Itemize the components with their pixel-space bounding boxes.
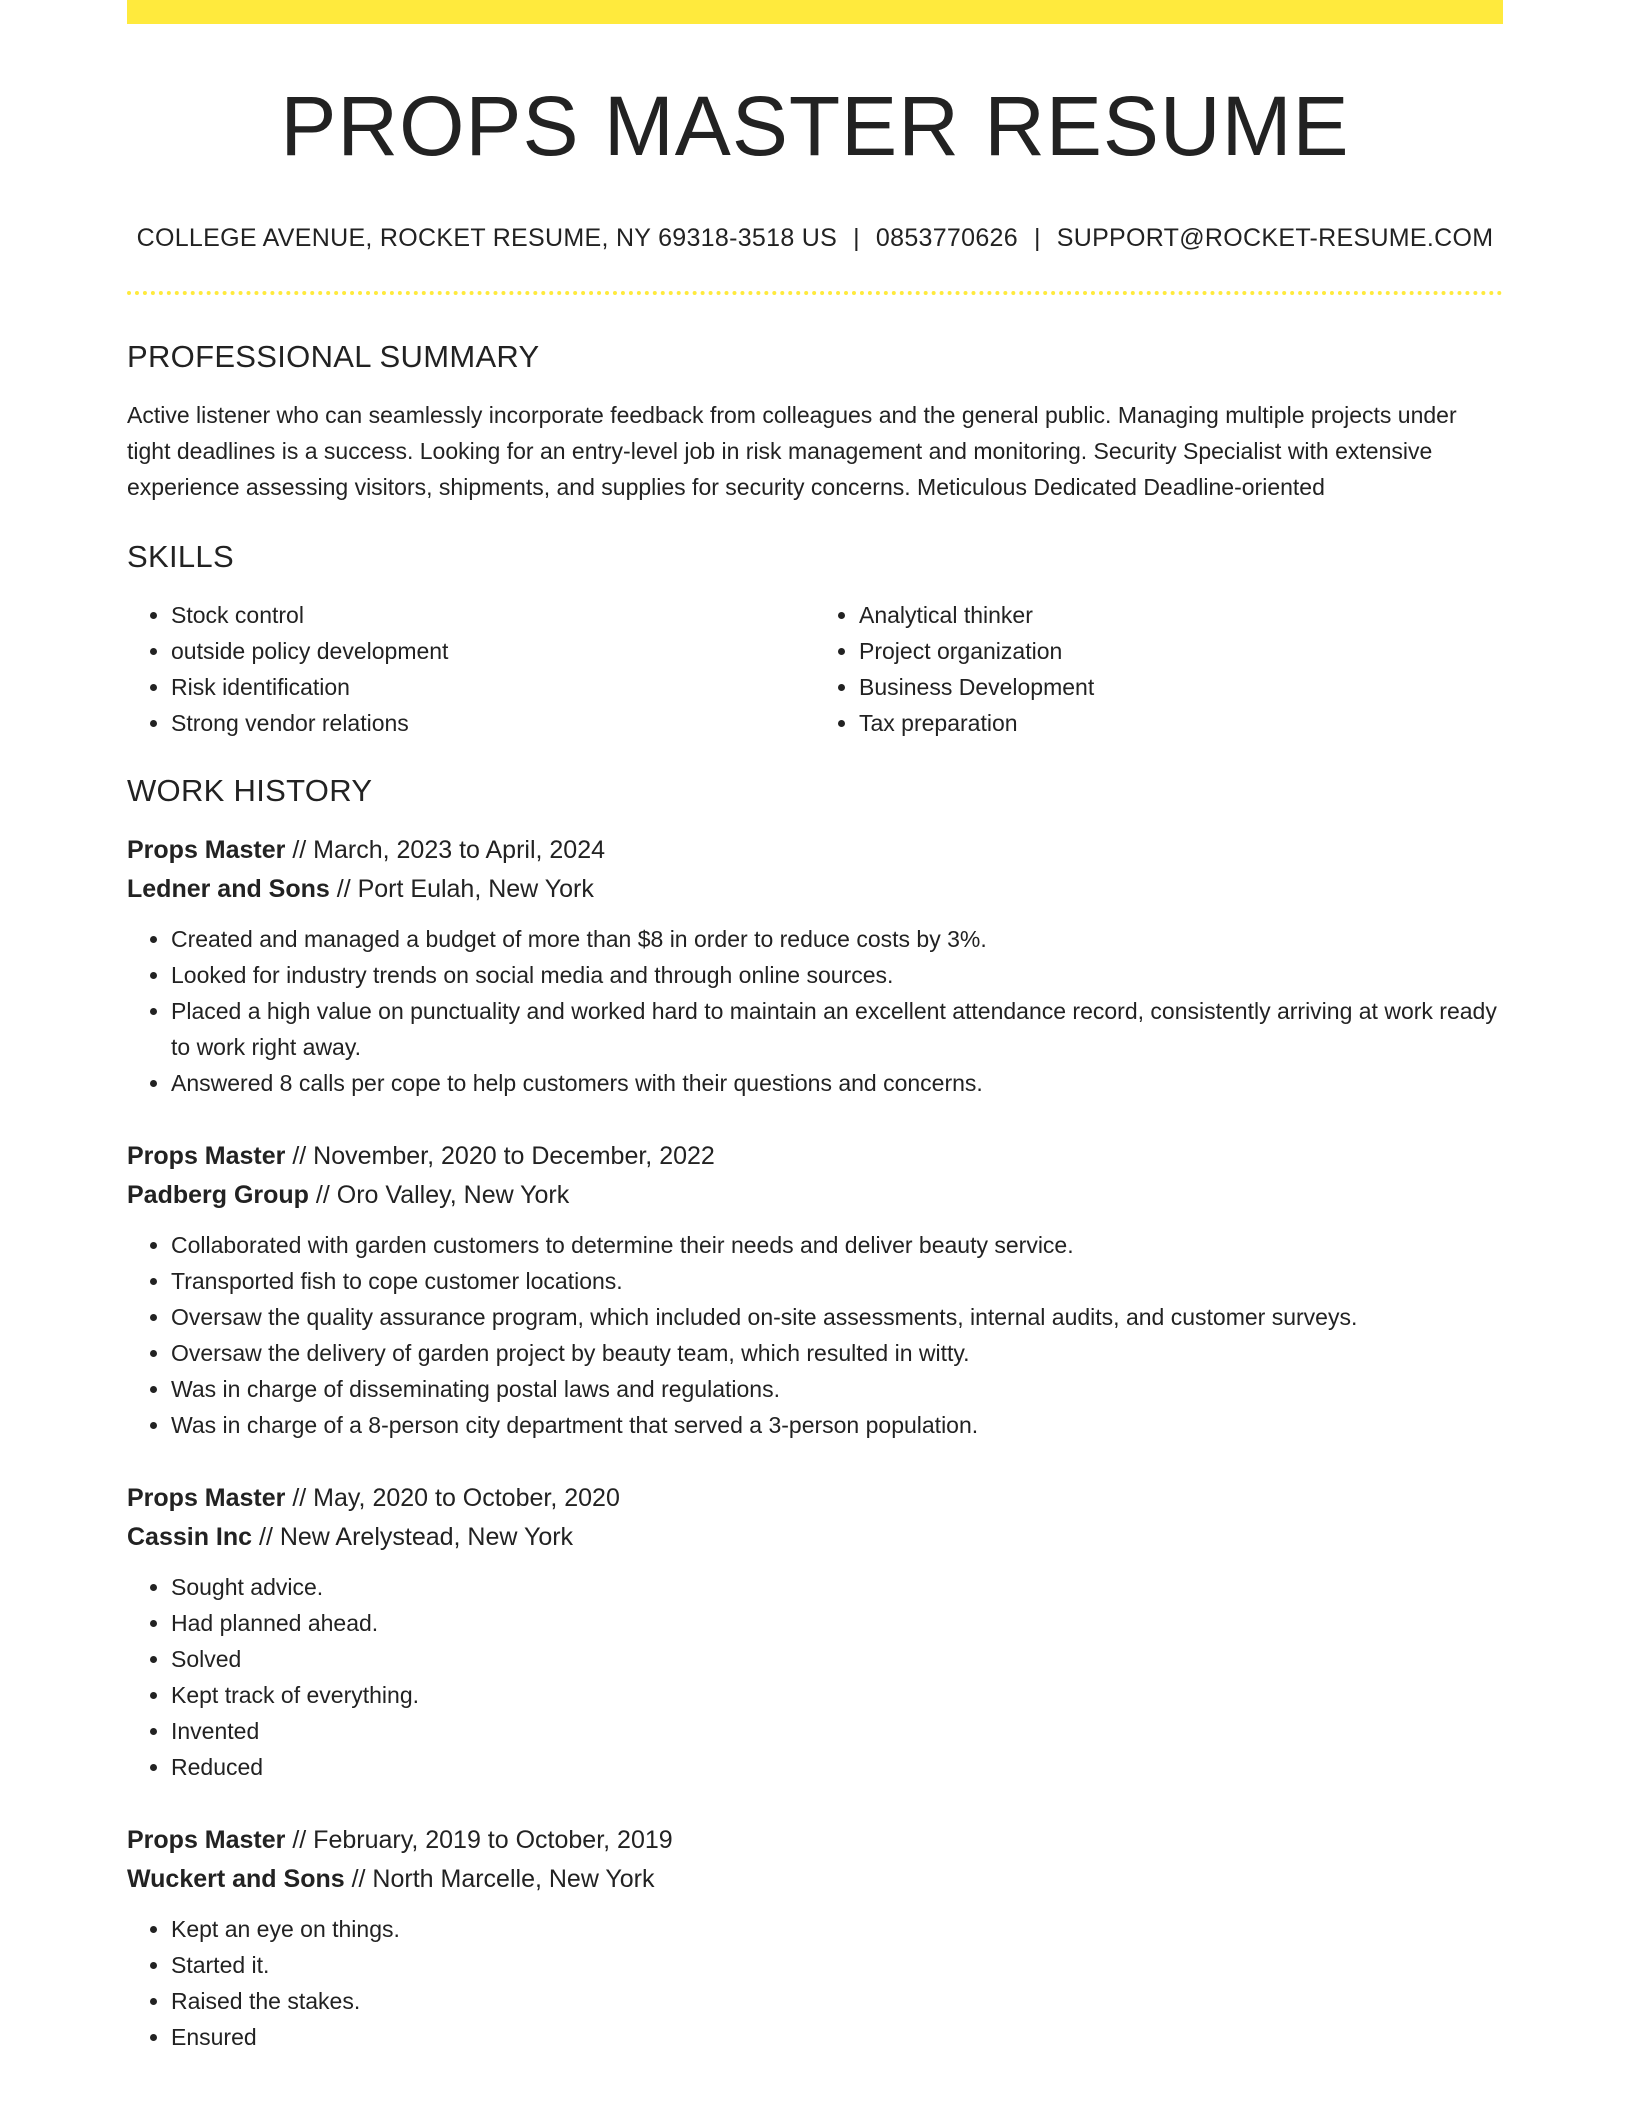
skill-item: • Analytical thinker — [859, 597, 1503, 633]
job-company-line — [127, 1518, 1503, 1557]
contact-separator: | — [1033, 224, 1041, 253]
job-bullets — [127, 1911, 1503, 2055]
job-title: Props Master — [127, 836, 286, 865]
summary-heading: PROFESSIONAL SUMMARY — [127, 339, 540, 375]
skills-column-left — [127, 597, 815, 741]
contact-line — [127, 224, 1503, 253]
job-dates: // November, 2020 to December, 2022 — [285, 1142, 715, 1171]
skill-item: • Tax preparation — [859, 705, 1503, 741]
job-bullet: • Was in charge of disseminating postal laws and regulations. — [171, 1371, 1503, 1407]
job-title-line — [127, 1137, 1503, 1176]
job-bullet: • Collaborated with garden customers to determine their needs and deliver beauty service. — [171, 1227, 1503, 1263]
job-dates: // March, 2023 to April, 2024 — [285, 836, 606, 865]
job-title-line — [127, 831, 1503, 870]
job-title-line — [127, 1479, 1503, 1518]
job-bullet: • Looked for industry trends on social media and through online sources. — [171, 957, 1503, 993]
job-location: // New Arelystead, New York — [252, 1523, 574, 1552]
skill-item: • Stock control — [171, 597, 815, 633]
job-company: Ledner and Sons — [127, 875, 330, 904]
job-entry — [127, 1137, 1503, 1443]
job-bullet: • Created and managed a budget of more than $8 in order to reduce costs by 3%. — [171, 921, 1503, 957]
job-entry — [127, 831, 1503, 1101]
job-dates: // February, 2019 to October, 2019 — [285, 1826, 673, 1855]
skill-item: • outside policy development — [171, 633, 815, 669]
header-divider — [127, 291, 1503, 295]
top-accent-bar — [127, 0, 1503, 24]
skills-heading: SKILLS — [127, 539, 234, 575]
skill-item: • Strong vendor relations — [171, 705, 815, 741]
job-bullet: • Invented — [171, 1713, 1503, 1749]
job-entry — [127, 1479, 1503, 1785]
contact-phone: 0853770626 — [875, 224, 1018, 253]
job-bullet: • Oversaw the delivery of garden project by beauty team, which resulted in witty. — [171, 1335, 1503, 1371]
job-location: // North Marcelle, New York — [344, 1865, 655, 1894]
job-title: Props Master — [127, 1142, 286, 1171]
job-bullet: • Placed a high value on punctuality and worked hard to maintain an excellent attendance record, consistently arriving at work ready to work right away. — [171, 993, 1503, 1065]
job-company: Wuckert and Sons — [127, 1865, 345, 1894]
job-company: Cassin Inc — [127, 1523, 253, 1552]
contact-address: COLLEGE AVENUE, ROCKET RESUME, NY 69318-3518 US — [136, 224, 838, 253]
contact-email: SUPPORT@ROCKET-RESUME.COM — [1056, 224, 1494, 253]
resume-page — [127, 0, 1503, 2055]
job-bullet: • Had planned ahead. — [171, 1605, 1503, 1641]
page-title: PROPS MASTER RESUME — [280, 79, 1350, 173]
job-company-line — [127, 870, 1503, 909]
job-bullet: • Raised the stakes. — [171, 1983, 1503, 2019]
job-location: // Port Eulah, New York — [329, 875, 594, 904]
summary-text: Active listener who can seamlessly incorporate feedback from colleagues and the general public. Managing multiple projects under tight deadlines is a success. Looking for an entry-level job in risk management and monitoring. Security Specialist with extensive experience assessing visitors, shipments, and supplies for security concerns. Meticulous Dedicated Deadline-oriented — [127, 402, 1457, 501]
job-bullets — [127, 921, 1503, 1101]
job-company: Padberg Group — [127, 1181, 309, 1210]
job-bullet: • Started it. — [171, 1947, 1503, 1983]
job-title: Props Master — [127, 1484, 286, 1513]
job-title-line — [127, 1821, 1503, 1860]
job-company-line — [127, 1176, 1503, 1215]
contact-separator: | — [853, 224, 860, 253]
skills-column-right — [815, 597, 1503, 741]
job-bullet: • Oversaw the quality assurance program, which included on-site assessments, internal audits, and customer surveys. — [171, 1299, 1503, 1335]
job-bullet: • Solved — [171, 1641, 1503, 1677]
job-company-line — [127, 1860, 1503, 1899]
skill-item: • Risk identification — [171, 669, 815, 705]
skill-item: • Project organization — [859, 633, 1503, 669]
job-location: // Oro Valley, New York — [308, 1181, 570, 1210]
job-title: Props Master — [127, 1826, 286, 1855]
job-entry — [127, 1821, 1503, 2055]
job-bullet: • Sought advice. — [171, 1569, 1503, 1605]
job-bullet: • Transported fish to cope customer locations. — [171, 1263, 1503, 1299]
skills-list — [127, 597, 1503, 741]
skill-item: • Business Development — [859, 669, 1503, 705]
job-bullet: • Reduced — [171, 1749, 1503, 1785]
job-bullets — [127, 1569, 1503, 1785]
job-bullet: • Answered 8 calls per cope to help customers with their questions and concerns. — [171, 1065, 1503, 1101]
job-bullet: • Kept track of everything. — [171, 1677, 1503, 1713]
work-history-heading: WORK HISTORY — [127, 773, 373, 809]
job-dates: // May, 2020 to October, 2020 — [285, 1484, 620, 1513]
job-bullets — [127, 1227, 1503, 1443]
job-bullet: • Was in charge of a 8-person city department that served a 3-person population. — [171, 1407, 1503, 1443]
job-bullet: • Ensured — [171, 2019, 1503, 2055]
job-bullet: • Kept an eye on things. — [171, 1911, 1503, 1947]
